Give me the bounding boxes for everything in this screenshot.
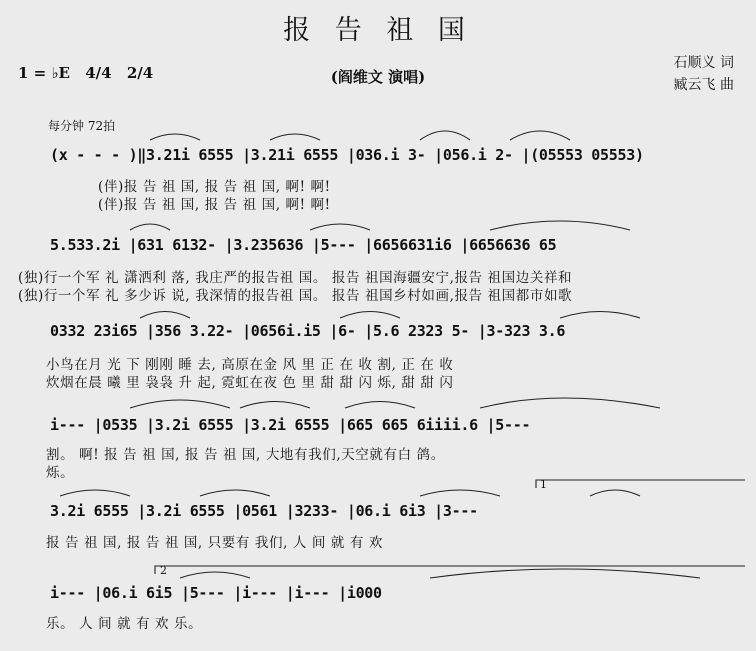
lyric-line-2a: (独)行一个军 礼 潇洒利 落, 我庄严的报告祖 国。 报告 祖国海疆安宁,报告 祖国边关祥和 [18, 270, 573, 286]
time-signature-2: 2/4 [126, 64, 154, 82]
performer-credit: (阎维文 演唱) [330, 68, 426, 86]
slur [310, 224, 370, 230]
composer-credit: 臧云飞 曲 [673, 77, 734, 93]
tempo-marking: 每分钟 72拍 [48, 119, 116, 133]
key-prefix: 1 = [18, 64, 47, 82]
lyric-line-4a: 割。 啊! 报 告 祖 国, 报 告 祖 国, 大地有我们,天空就有白 鸽。 [46, 447, 445, 463]
slur [510, 131, 570, 140]
slur [140, 312, 190, 319]
notation-line-5: 3.2i 6555 |3.2i 6555 |0561 |3233- |06.i 6i3 |3--- [50, 502, 478, 520]
volta-2-label: 2 [160, 564, 167, 577]
lyric-line-1a: (伴)报 告 祖 国, 报 告 祖 国, 啊! 啊! [98, 179, 331, 195]
lyric-line-5: 报 告 祖 国, 报 告 祖 国, 只要有 我们, 人 间 就 有 欢 [46, 535, 383, 551]
slur [130, 224, 170, 230]
song-title: 报 告 祖 国 [283, 15, 473, 46]
slur [60, 490, 130, 496]
notation-line-2: 5.533.2i |631 6132- |3.235636 |5--- |6656631i6 |6656636 65 [50, 236, 557, 254]
key-note: ♭E [51, 64, 70, 82]
volta-1-label: 1 [540, 478, 547, 491]
slur [590, 490, 640, 496]
lyricist-credit: 石顺义 词 [673, 55, 734, 71]
notation-line-3: 0332 23i65 |356 3.22- |0656i.i5 |6- |5.6 2323 5- |3-323 3.6 [50, 322, 566, 340]
slur [200, 490, 270, 496]
lyric-line-3a: 小鸟在月 光 下 刚刚 睡 去, 高原在金 风 里 正 在 收 割, 正 在 收 [46, 357, 454, 373]
lyric-line-6: 乐。 人 间 就 有 欢 乐。 [46, 616, 203, 632]
slur [180, 572, 250, 578]
slur [430, 569, 700, 578]
slur [150, 134, 200, 140]
slur [490, 221, 630, 230]
slur [270, 134, 320, 140]
slur [480, 398, 660, 408]
notation-line-4: i--- |0535 |3.2i 6555 |3.2i 6555 |665 665 6iiii.6 |5--- [50, 416, 531, 434]
notation-line-1: (x - - - )‖3.21i 6555 |3.21i 6555 |036.i 3- |056.i 2- |(05553 05553) [50, 146, 644, 164]
slur [340, 312, 400, 319]
lyric-line-1b: (伴)报 告 祖 国, 报 告 祖 国, 啊! 啊! [98, 197, 331, 213]
slur [345, 402, 415, 409]
slur [560, 312, 640, 319]
lyric-line-2b: (独)行一个军 礼 多少诉 说, 我深情的报告祖 国。 报告 祖国乡村如画,报告 祖国都市如歌 [18, 288, 573, 304]
slur [240, 402, 310, 409]
lyric-line-3b: 炊烟在晨 曦 里 袅袅 升 起, 霓虹在夜 色 里 甜 甜 闪 烁, 甜 甜 闪 [46, 375, 454, 391]
slur [420, 131, 470, 140]
slur [420, 490, 500, 496]
notation-line-6: i--- |06.i 6i5 |5--- |i--- |i--- |i000 [50, 584, 382, 602]
slur [130, 400, 230, 408]
time-signature-1: 4/4 [85, 64, 112, 82]
lyric-line-4b: 烁。 [46, 465, 75, 481]
volta-bracket-1 [536, 480, 745, 488]
